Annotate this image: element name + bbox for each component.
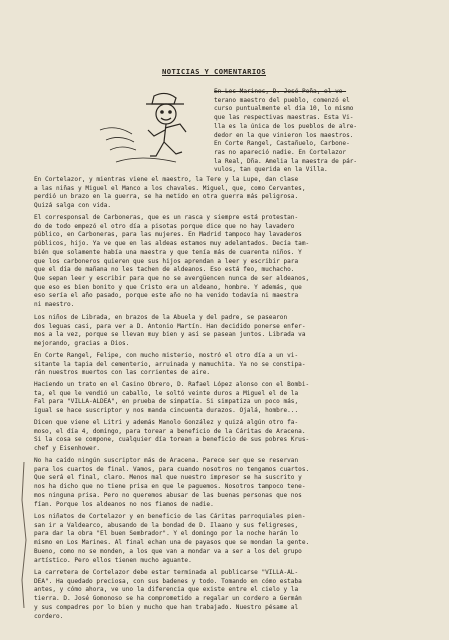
intro-line: terano maestro del pueblo, comenzó el	[214, 96, 350, 104]
text-line: que eso es bien bonito y que Cristo era un aldeano, hombre. Y además, que	[34, 283, 302, 291]
text-line: rán nuestros muertos con las corrientes de aire.	[34, 369, 211, 377]
intro-line: En Los Marines, D. José Peña, el ve-	[214, 88, 347, 95]
text-line: chef y Eisenhower.	[34, 445, 101, 453]
paragraph	[34, 457, 436, 509]
text-line: mos a la vez, porque se llevan muy bien y así se pasean juntos. Librada va	[34, 331, 306, 339]
intro-line: curso puntualmente el día 10, lo mismo	[214, 105, 354, 113]
paragraph	[34, 381, 436, 416]
intro-text-block	[214, 88, 424, 175]
text-line: ta, el que le vendió un caballo, le soltó veinte duros a Miguel el de la	[34, 389, 299, 397]
text-line: nos ha dicho que no tiene prisa en que le paguemos. Nosotros tampoco tene-	[34, 483, 306, 491]
text-line: fían. Porque los aldeanos no nos fiamos de nadie.	[34, 500, 214, 508]
paragraph	[34, 176, 436, 211]
text-line: do de todo empezó el otro día a pisotas porque dice que no hay lavadero	[34, 222, 295, 230]
text-line: antes, y cómo ahora, ve uno la diferencia que existe entre el cielo y la	[34, 586, 299, 594]
text-line: y sus compadres por lo bien y mucho que han trabajado. Nuestro pésame al	[34, 603, 299, 611]
text-line: En Cortelazor, y mientras viene el maestro, la Tere y la Lupe, dan clase	[34, 176, 299, 183]
paragraph	[34, 214, 436, 310]
text-line: Que será el final, claro. Menos mal que nuestro impresor se ha suscrito y	[34, 474, 302, 482]
document-title: NOTICIAS Y COMENTARIOS	[162, 67, 266, 76]
margin-pencil-mark	[14, 460, 34, 610]
text-line: públicos, hijo. Ya ve que en las aldeas estamos muy adelantados. Decía tam-	[34, 240, 310, 248]
paragraph	[34, 352, 436, 378]
text-line: que los carboneros quieren que sus hijos aprendan a leer y escribir para	[34, 257, 299, 265]
text-line: La carretera de Cortelazor debe estar terminada al publicarse "VILLA-AL-	[34, 569, 299, 576]
text-line: mejorando, gracias a Dios.	[34, 340, 130, 348]
text-line: que el día de mañana no les tachen de aldeanos. Eso está feo, muchacho.	[34, 266, 295, 274]
text-line: ni maestro.	[34, 301, 75, 309]
intro-line: lla es la única de los pueblos de alre-	[214, 122, 358, 130]
paragraph	[34, 314, 436, 349]
intro-line: vulos, tan querida en la Villa.	[214, 166, 328, 174]
intro-line: la Real, Dña. Amelia la maestra de pár-	[214, 157, 358, 165]
text-line: El corresponsal de Carboneras, que es un rasca y siempre está protestan-	[34, 214, 299, 221]
text-line: Los niños de Librada, en brazos de la Abuela y del padre, se pasearon	[34, 314, 288, 321]
text-line: perdió un brazo en la guerra, se ha metido en otra guerra más peligrosa.	[34, 193, 299, 201]
text-line: Quizá salga con vida.	[34, 202, 112, 210]
text-line: artístico. Pero ellos tienen mucho aguante.	[34, 556, 192, 564]
text-line: moso, el día 4, domingo, para torear a beneficio de la Cáritas de Aracena.	[34, 427, 306, 435]
text-line: Fal para "VILLA-ALDEA", en prueba de simpatía. Si simpatiza un poco más,	[34, 398, 299, 406]
intro-line: que las respectivas maestras. Esta Vi-	[214, 114, 354, 122]
text-line: bién que solamente había una maestra y que tenía más de cuarenta niños. Y	[34, 248, 302, 256]
intro-line: ras no apareció nadie. En Cortelazor	[214, 148, 347, 156]
text-line: igual se hace suscriptor y nos manda cincuenta durazos. Ojalá, hombre...	[34, 407, 299, 415]
text-line: a las niñas y Miguel el Manco a los chavales. Miguel, que, como Cervantes,	[34, 184, 306, 192]
text-line: eso sería el año pasado, porque este año no ha venido todavía ni maestra	[34, 292, 299, 300]
text-line: mismo en Los Marines. Al final echan una de payasos que se mondan la gente.	[34, 539, 310, 547]
intro-line: En Corte Rangel, Castañuelo, Carbone-	[214, 140, 350, 148]
text-line: No ha caído ningún suscriptor más de Aracena. Parece ser que se reservan	[34, 457, 299, 464]
text-line: DEA". Ha quedado preciosa, con sus badenes y todo. Tomando en cómo estaba	[34, 577, 302, 585]
text-line: Dicen que viene el Litri y además Manolo González y quizá algún otro fa-	[34, 419, 299, 426]
text-line: para dar la obra "El buen Sembrador". Y el domingo por la noche harán lo	[34, 530, 299, 538]
text-line: para los cuartos de final. Vamos, para cuando nosotros no tengamos cuartos.	[34, 465, 310, 473]
text-line: Bueno, como no se monden, a los que van a mondar va a ser a los del grupo	[34, 547, 302, 555]
text-line: Los niñatos de Cortelazor y en beneficio de las Cáritas parroquiales pien-	[34, 513, 306, 520]
text-line: Si la cosa se compone, cualquier día torean a beneficio de sus pobres Krus-	[34, 436, 310, 444]
text-line: En Corte Rangel, Felipe, con mucho misterio, mostró el otro día a un vi-	[34, 352, 299, 359]
paragraph	[34, 419, 436, 454]
text-line: público, en Carboneras, para las mujeres. En Madrid tampoco hay lavaderos	[34, 231, 302, 239]
text-line: san ir a Valdearco, abusando de la bondad de D. Ilaano y sus feligreses,	[34, 521, 299, 529]
paragraph	[34, 569, 436, 621]
text-line: Haciendo un trato en el Casino Obrero, D. Rafael López alonso con el Bombi-	[34, 381, 310, 388]
text-line: tierra. D. José Gomonoso se ha comprometido a regalar un cordero a Germán	[34, 595, 302, 603]
text-line: cordero.	[34, 612, 64, 620]
intro-line: dedor en la que vinieron los maestros.	[214, 131, 354, 139]
text-line: dos leguas casi, para ver a D. Antonio Martín. Han decidido ponerse enfer-	[34, 322, 306, 330]
text-line: Que sepan leer y escribir para que no se avergüencen nunca de ser aldeanos,	[34, 274, 310, 282]
paragraph	[34, 513, 436, 565]
running-boy-illustration	[96, 90, 214, 176]
text-line: sitante la tapia del cementerio, arruinada y mamuchita. Ya no se constipa-	[34, 360, 306, 368]
text-line: mos ninguna prisa. Pero no queremos abusar de las buenas personas que nos	[34, 491, 302, 499]
